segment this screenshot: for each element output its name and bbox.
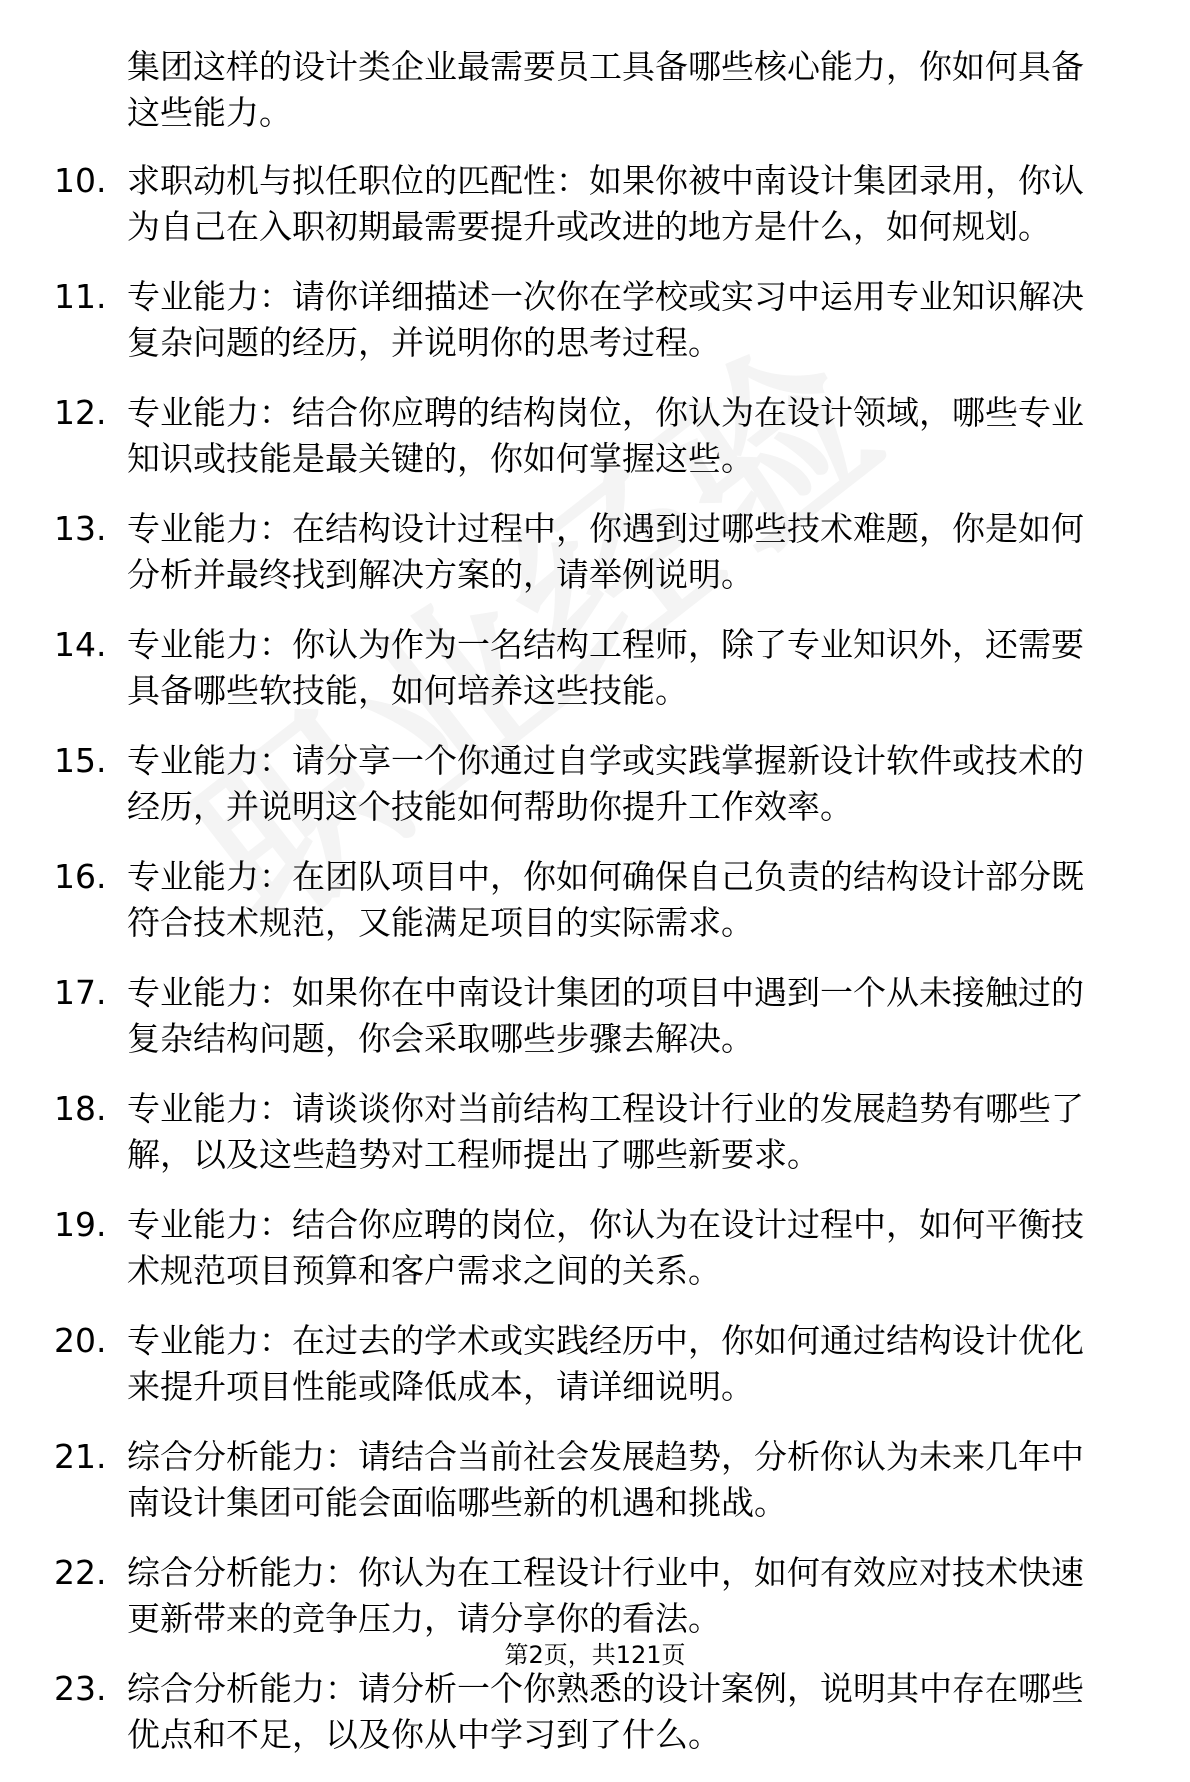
question-item (0, 1666, 1107, 1758)
question-list (0, 44, 1190, 1782)
question-number: 11. (54, 277, 107, 316)
question-item (0, 1202, 1107, 1294)
question-number: 13. (54, 509, 107, 548)
question-item (0, 1318, 1107, 1410)
question-item (0, 158, 1107, 250)
question-item (0, 390, 1107, 482)
question-text: 求职动机与拟任职位的匹配性：如果你被中南设计集团录用，你认为自己在入职初期最需要提升或改进的地方是什么，如何规划。 (127, 161, 1084, 246)
question-text: 专业能力：如果你在中南设计集团的项目中遇到一个从未接触过的复杂结构问题，你会采取哪些步骤去解决。 (127, 973, 1084, 1058)
question-item (0, 274, 1107, 366)
question-text: 综合分析能力：请分析一个你熟悉的设计案例，说明其中存在哪些优点和不足，以及你从中学习到了什么。 (127, 1669, 1084, 1754)
question-number: 20. (54, 1321, 107, 1360)
question-item (0, 1086, 1107, 1178)
question-item (0, 1434, 1107, 1526)
question-text: 专业能力：请分享一个你通过自学或实践掌握新设计软件或技术的经历，并说明这个技能如何帮助你提升工作效率。 (127, 741, 1084, 826)
question-number: 10. (54, 161, 107, 200)
question-item (0, 970, 1107, 1062)
question-number: 12. (54, 393, 107, 432)
question-text: 专业能力：在过去的学术或实践经历中，你如何通过结构设计优化来提升项目性能或降低成本，请详细说明。 (127, 1321, 1084, 1406)
question-text: 专业能力：结合你应聘的结构岗位，你认为在设计领域，哪些专业知识或技能是最关键的，你如何掌握这些。 (127, 393, 1084, 478)
question-text: 综合分析能力：请结合当前社会发展趋势，分析你认为未来几年中南设计集团可能会面临哪些新的机遇和挑战。 (127, 1437, 1084, 1522)
intro-text: 集团这样的设计类企业最需要员工具备哪些核心能力，你如何具备这些能力。 (127, 47, 1084, 132)
question-item (0, 738, 1107, 830)
question-text: 专业能力：你认为作为一名结构工程师，除了专业知识外，还需要具备哪些软技能，如何培养这些技能。 (127, 625, 1084, 710)
question-number: 21. (54, 1437, 107, 1476)
question-item (0, 1550, 1107, 1642)
question-text: 综合分析能力：你认为在工程设计行业中，如何有效应对技术快速更新带来的竞争压力，请分享你的看法。 (127, 1553, 1084, 1638)
question-number: 22. (54, 1553, 107, 1592)
question-number: 19. (54, 1205, 107, 1244)
question-number: 17. (54, 973, 107, 1012)
question-text: 专业能力：请你详细描述一次你在学校或实习中运用专业知识解决复杂问题的经历，并说明你的思考过程。 (127, 277, 1084, 362)
question-number: 23. (54, 1669, 107, 1708)
question-number: 15. (54, 741, 107, 780)
intro-continuation (0, 44, 1107, 136)
page-number: 第2页，共121页 (504, 1641, 686, 1669)
question-number: 18. (54, 1089, 107, 1128)
question-text: 专业能力：在团队项目中，你如何确保自己负责的结构设计部分既符合技术规范，又能满足项目的实际需求。 (127, 857, 1084, 942)
page-footer (0, 1640, 1190, 1670)
question-item (0, 622, 1107, 714)
question-number: 14. (54, 625, 107, 664)
question-text: 专业能力：在结构设计过程中，你遇到过哪些技术难题，你是如何分析并最终找到解决方案的，请举例说明。 (127, 509, 1084, 594)
question-number: 16. (54, 857, 107, 896)
question-text: 专业能力：结合你应聘的岗位，你认为在设计过程中，如何平衡技术规范项目预算和客户需求之间的关系。 (127, 1205, 1084, 1290)
question-text: 专业能力：请谈谈你对当前结构工程设计行业的发展趋势有哪些了解，以及这些趋势对工程师提出了哪些新要求。 (127, 1089, 1084, 1174)
question-item (0, 854, 1107, 946)
question-item (0, 506, 1107, 598)
